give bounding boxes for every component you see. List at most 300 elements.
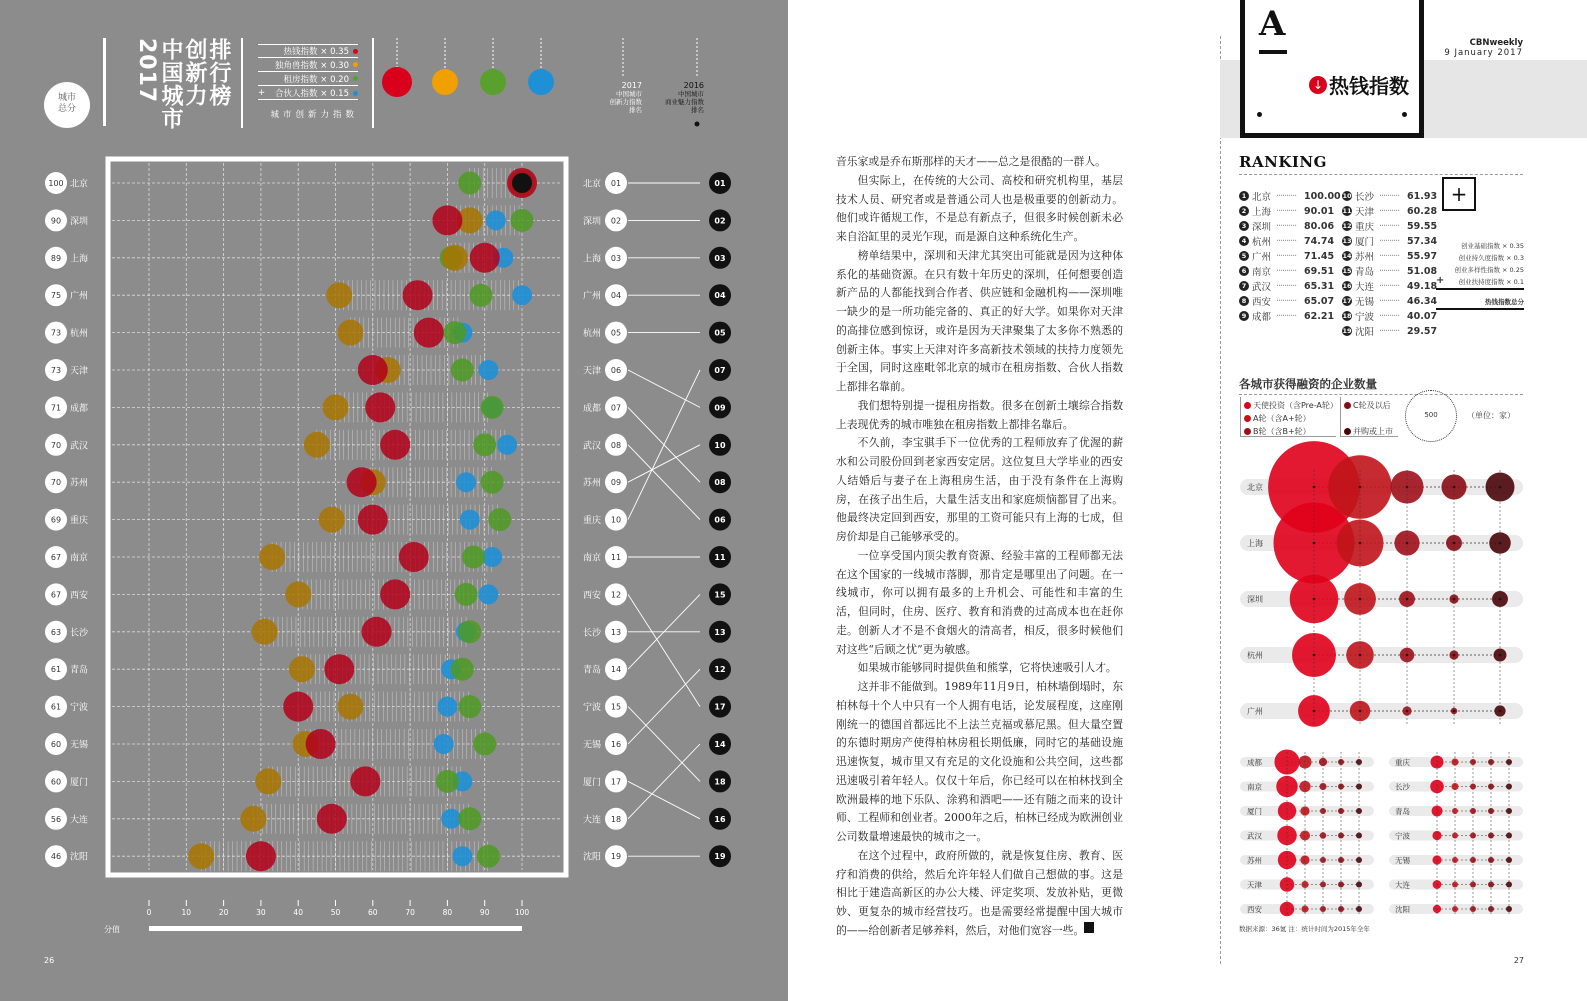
tick-label: 70: [405, 908, 415, 917]
rank2017-city: 武汉: [582, 441, 601, 452]
h2017-l2: 创新力指数: [609, 98, 642, 106]
h2016-l2: 商业魅力指数: [665, 98, 704, 106]
dot-blue: [478, 584, 498, 604]
rank-number: 10: [1342, 192, 1352, 200]
dot-green: [458, 172, 481, 195]
formula-label: 独角兽指数 × 0.30: [275, 60, 349, 71]
score-value: 69: [50, 515, 62, 525]
h2016-year: 2016: [683, 81, 704, 90]
scale-circle: 500: [1405, 390, 1457, 442]
funding-bubble: [1300, 806, 1309, 815]
legend-circle: [480, 69, 506, 95]
dot-red: [283, 692, 313, 722]
formula-label: 热钱指数 × 0.35: [283, 47, 349, 57]
dot-green: [443, 321, 466, 344]
rank2016-value: 01: [714, 179, 726, 188]
funding-city: 成都: [1247, 758, 1262, 767]
dot-green: [477, 845, 500, 868]
article-para: 音乐家或是乔布斯那样的天才——总之是很酷的一群人。: [836, 155, 1106, 168]
right-page: [788, 0, 1587, 1001]
rank2016-value: 18: [714, 777, 726, 787]
dot-red: [350, 766, 380, 796]
formula-label: 租房指数 × 0.20: [283, 74, 349, 85]
dot-blue: [478, 360, 498, 380]
score-value: 67: [50, 590, 62, 600]
rank-city: 武汉: [1252, 282, 1272, 293]
funding-bubble: [1300, 830, 1310, 840]
badge-line-1: 城市: [57, 93, 76, 103]
dot-blue: [512, 285, 532, 305]
title-col-3: 中国城市: [158, 38, 183, 130]
rank-connector: [628, 445, 700, 482]
rank-leader: ··········: [1379, 235, 1400, 247]
rank2016-value: 03: [714, 253, 726, 263]
score-value: 71: [50, 403, 62, 413]
score-value: 63: [50, 627, 62, 637]
article-para: 在这个过程中，政府所做的，就是恢复住房、教育、医疗和消费的供给，然后允许年轻人们做自己想做的事。这是相比于建造高新区的办公大楼、评定奖项、发放补贴，更微妙、更复杂的城市经营技巧。也是需要经常提醒中国大城市的——给创新者足够养料，然后，对他们宽容一些。: [836, 848, 1123, 937]
funding-row-band: [1240, 703, 1523, 719]
rank-city: 大连: [1355, 282, 1375, 293]
rank2016-value: 08: [714, 478, 726, 488]
rank-leader: ··········: [1276, 280, 1297, 292]
score-value: 75: [50, 291, 62, 301]
article-para: 一位享受国内顶尖教育资源、经验丰富的工程师都无法在这个国家的一线城市落脚，那肯定是哪里出了问题。在一线城市，你可以拥有最多的上升机会、可能性和丰富的生活，但同时，住房、医疗、教育和消费的过高成本也在赶你走。创新人才不是不食烟火的清高者，相反，很多时候他们对这些“后顾之忧”更为敏感。: [836, 548, 1123, 656]
rank-number: 16: [1342, 282, 1352, 290]
score-value: 61: [50, 702, 62, 712]
rank-city: 北京: [1252, 192, 1272, 203]
legend-label: 天使投资（含Pre-A轮）: [1253, 401, 1338, 410]
score-value: 89: [50, 253, 62, 263]
rank-city: 南京: [1252, 267, 1272, 278]
funding-row-band: [1240, 591, 1523, 607]
tick-label: 60: [368, 908, 378, 917]
dot-green: [481, 396, 504, 419]
tick-label: 30: [256, 908, 266, 917]
legend-label: A轮（含A+轮）: [1253, 414, 1311, 423]
rank2017-value: 05: [610, 328, 622, 338]
dot-green: [481, 471, 504, 494]
dot-orange: [323, 394, 349, 420]
rank2017-city: 北京: [582, 179, 601, 190]
rank2016-value: 14: [714, 740, 726, 749]
dot-red: [317, 804, 347, 834]
page-number-right: 27: [1513, 956, 1524, 965]
funding-city: 沈阳: [1395, 905, 1410, 914]
city-label: 西安: [70, 590, 89, 601]
plus-box: +: [1442, 177, 1476, 211]
funding-city: 西安: [1247, 905, 1262, 914]
city-label: 无锡: [70, 740, 89, 751]
dot-green: [469, 284, 492, 307]
city-label: 北京: [70, 179, 89, 190]
funding-city: 武汉: [1247, 831, 1262, 841]
dot-orange: [240, 806, 266, 832]
rank2016-value: 15: [714, 590, 726, 600]
rank-value: 40.07: [1407, 310, 1438, 322]
rank2016-value: 19: [714, 852, 726, 862]
rank-value: 49.18: [1407, 280, 1438, 292]
dot-green: [455, 583, 478, 606]
badge-line-2: 总分: [57, 104, 76, 114]
city-label: 深圳: [70, 216, 89, 227]
city-label: 重庆: [70, 516, 89, 527]
weights-plus: +: [1436, 275, 1445, 286]
rank2017-city: 西安: [582, 590, 601, 601]
rank-dot-icon: [695, 122, 700, 127]
legend-label: B轮（含B+轮）: [1253, 427, 1311, 436]
funding-city: 杭州: [1247, 651, 1263, 660]
rank-leader: ··········: [1379, 310, 1400, 322]
rank2017-value: 19: [610, 852, 622, 862]
rank-city: 宁波: [1355, 312, 1375, 323]
funding-title: 各城市获得融资的企业数量: [1239, 377, 1377, 391]
tick-label: 90: [479, 908, 490, 917]
scale-unit: （单位：家）: [1467, 411, 1515, 420]
score-value: 90: [50, 216, 62, 226]
rank-leader: ··········: [1379, 250, 1400, 262]
funding-city: 南京: [1247, 782, 1262, 792]
rank2017-value: 09: [610, 478, 622, 488]
tick-label: 0: [146, 908, 152, 917]
rank-connector: [628, 707, 700, 782]
dot-orange: [252, 619, 278, 645]
issue-date: 9 January 2017: [1444, 48, 1523, 58]
dot-red: [432, 205, 462, 235]
ranking-title: RANKING: [1239, 153, 1327, 171]
h2016-l1: 中国城市: [678, 90, 704, 98]
dot-red: [365, 392, 395, 422]
score-value: 70: [50, 440, 62, 450]
funding-city: 重庆: [1395, 758, 1410, 767]
dot-red: [399, 542, 429, 572]
dot-orange: [337, 320, 363, 346]
rank2017-city: 无锡: [582, 740, 601, 751]
rank2017-value: 15: [610, 702, 622, 712]
funding-city: 广州: [1247, 707, 1263, 716]
rank-connector: [628, 594, 700, 706]
rank-leader: ··········: [1379, 265, 1400, 277]
rank2017-city: 厦门: [582, 777, 601, 788]
formula-plus: +: [258, 87, 266, 98]
rank-value: 80.06: [1304, 220, 1335, 232]
rank-city: 无锡: [1355, 297, 1375, 308]
rank-value: 61.93: [1407, 190, 1438, 202]
rank2017-value: 10: [610, 515, 622, 525]
dot-blue: [456, 472, 476, 492]
rank2017-value: 14: [610, 665, 622, 675]
rank-value: 71.45: [1304, 250, 1335, 262]
tick-label: 80: [442, 908, 453, 917]
section-title: 热钱指数: [1329, 74, 1409, 98]
rank2017-value: 08: [610, 440, 622, 450]
h2017-year: 2017: [621, 81, 642, 90]
city-label: 杭州: [70, 329, 89, 340]
tick-label: 20: [218, 908, 229, 917]
rank2016-value: 12: [714, 665, 726, 675]
score-value: 46: [50, 852, 62, 862]
rank2016-value: 17: [714, 702, 726, 712]
rank2016-value: 02: [714, 216, 726, 226]
dot-red: [414, 318, 444, 348]
rank-connector: [628, 744, 700, 819]
city-label: 苏州: [70, 478, 89, 489]
rank-city: 西安: [1252, 297, 1272, 308]
h2017-l3: 排名: [629, 106, 642, 114]
rank2017-value: 03: [610, 253, 622, 263]
legend-circle: [528, 69, 554, 95]
rank-leader: ··········: [1276, 220, 1297, 232]
rank-number: 8: [1239, 296, 1249, 306]
score-value: 73: [50, 366, 62, 375]
funding-chart: [788, 0, 1587, 1001]
dot-green: [488, 508, 511, 531]
rank-number: 13: [1342, 237, 1352, 245]
score-value: 61: [50, 665, 62, 675]
rank-city: 成都: [1252, 312, 1272, 323]
rank2016-value: 11: [714, 553, 726, 562]
rank-value: 59.55: [1407, 220, 1438, 232]
page-number-left: 26: [44, 956, 55, 965]
city-label: 南京: [70, 553, 89, 564]
rank2017-value: 06: [610, 366, 622, 375]
dot-orange: [337, 694, 363, 720]
score-value: 60: [50, 740, 62, 749]
dot-blue: [452, 846, 472, 866]
h2016-l3: 排名: [691, 106, 704, 114]
dot-red: [347, 467, 377, 497]
rank-leader: ··········: [1276, 235, 1297, 247]
city-label: 武汉: [70, 441, 89, 452]
rank-city: 重庆: [1355, 222, 1375, 233]
rank-value: 90.01: [1304, 205, 1335, 217]
legend-label: 并购或上市: [1353, 427, 1393, 436]
rank-leader: ··········: [1276, 205, 1297, 217]
legend-circle: [382, 67, 412, 97]
dot-orange: [289, 656, 315, 682]
rank-value: 46.34: [1407, 295, 1438, 307]
rank2017-value: 17: [610, 777, 622, 787]
title-col-2: 创新力: [182, 38, 207, 107]
rank-leader: ··········: [1379, 220, 1400, 232]
dot-orange: [188, 843, 214, 869]
funding-bubble: [1432, 806, 1443, 817]
rank-number: 11: [1342, 207, 1352, 215]
tick-label: 40: [293, 908, 303, 917]
rank-leader: ··········: [1276, 190, 1297, 202]
dot-green: [451, 359, 474, 382]
rank-leader: ··········: [1379, 190, 1400, 202]
rank2017-value: 12: [610, 590, 622, 600]
city-label: 大连: [70, 815, 89, 826]
rank2017-city: 深圳: [582, 216, 601, 227]
dot-green: [458, 620, 481, 643]
legend-circle: [432, 69, 458, 95]
rank2017-value: 04: [610, 291, 622, 301]
rank-connector: [628, 370, 700, 407]
rank-number: 12: [1342, 222, 1352, 230]
rank2016-value: 06: [714, 515, 726, 525]
city-label: 长沙: [70, 628, 89, 639]
rank-leader: ··········: [1276, 250, 1297, 262]
rank-value: 65.31: [1304, 280, 1335, 292]
rank2017-city: 宁波: [582, 703, 601, 714]
dot-red: [380, 430, 410, 460]
article-para: 但实际上，在传统的大公司、高校和研究机构里，基层技术人员、研究者或是普通公司人也是极重要的创新动力。他们或许循规工作，不是总有新点子，但很多时候创新未必来自浴缸里的灵光乍现，而是源自这种系统化生产。: [836, 173, 1123, 243]
dot-green: [462, 546, 485, 569]
article-para: 这并非不能做到。1989年11月9日，柏林墙倒塌时，东柏林每十个人中只有一个人拥有电话，论发展程度，这座刚刚统一的德国首都远比不上法兰克福或慕尼黑。但大量空置的东德时期房产使得柏林房租长期低廉，同时它的基础设施迅速恢复，城市里又有充足的文化设施和公共空间，这些都迅速吸引着年轻人。仅仅十年后，你已经可以在柏林找到全欧洲最棒的地下乐队、涂鸦和酒吧——还有随之而来的设计师、工程师和创业者。2000年之后，柏林已经成为欧洲创业公司数量增速最快的城市之一。: [836, 680, 1123, 843]
rank2017-value: 07: [610, 403, 622, 413]
dot-blue: [460, 510, 480, 530]
rank-number: 14: [1342, 252, 1352, 260]
rank-leader: ··········: [1379, 325, 1400, 337]
rank-city: 长沙: [1355, 192, 1375, 203]
rank2017-city: 沈阳: [582, 852, 601, 863]
score-value: 60: [50, 777, 62, 787]
rank2017-value: 13: [610, 627, 622, 637]
rank2017-city: 成都: [582, 403, 601, 414]
rank-city: 天津: [1355, 207, 1375, 218]
city-label: 广州: [70, 291, 89, 302]
rank-number: 9: [1239, 311, 1249, 321]
dot-green: [458, 807, 481, 830]
tick-label: 100: [514, 908, 530, 917]
city-label: 宁波: [70, 703, 89, 714]
dot-orange: [255, 768, 281, 794]
dot-green: [451, 658, 474, 681]
funding-city: 长沙: [1395, 782, 1410, 792]
funding-row-band: [1240, 647, 1523, 663]
article-para: 我们想特别提一提租房指数。很多在创新土壤综合指数上表现优秀的城市唯独在租房指数上都排名靠后。: [836, 398, 1123, 431]
rank-city: 广州: [1252, 252, 1272, 263]
funding-city: 宁波: [1395, 831, 1410, 841]
score-value: 73: [50, 328, 62, 338]
rank-value: 60.28: [1407, 205, 1438, 217]
h2017-l1: 中国城市: [616, 90, 642, 98]
rank-connector: [628, 669, 700, 744]
axis-bar: [149, 926, 522, 931]
rank2017-city: 上海: [582, 254, 601, 265]
funding-city: 苏州: [1247, 856, 1262, 865]
rank-city: 杭州: [1252, 237, 1272, 248]
rank-value: 100.00: [1304, 190, 1341, 202]
rank2017-city: 重庆: [582, 516, 601, 527]
dot-orange: [259, 544, 285, 570]
dot-red: [324, 654, 354, 684]
rank-city: 厦门: [1355, 237, 1375, 248]
formula-label: 合伙人指数 × 0.15: [275, 88, 349, 99]
city-label: 天津: [70, 366, 89, 377]
rank-leader: ··········: [1379, 280, 1400, 292]
funding-bubble: [1299, 781, 1310, 792]
rank2016-value: 07: [714, 366, 726, 375]
city-label: 上海: [70, 254, 89, 265]
rank2017-value: 01: [610, 179, 622, 188]
title-col-1: 排行榜: [206, 38, 231, 107]
rank-value: 74.74: [1304, 235, 1335, 247]
rank2016-value: 10: [714, 440, 726, 450]
rank-number: 3: [1239, 221, 1249, 231]
dot-blue: [482, 547, 502, 567]
city-label: 沈阳: [70, 852, 89, 863]
brand: CBNweekly: [1469, 38, 1523, 48]
rank2017-city: 天津: [582, 366, 601, 377]
city-label: 厦门: [70, 777, 89, 788]
rank-number: 6: [1239, 266, 1249, 276]
funding-city: 无锡: [1395, 856, 1410, 865]
rank2017-city: 长沙: [582, 628, 601, 639]
rank2016-value: 09: [714, 403, 726, 413]
dot-red: [246, 841, 276, 871]
axis-label: 分值: [104, 925, 120, 934]
rank-number: 15: [1342, 267, 1352, 275]
rank-value: 65.07: [1304, 295, 1335, 307]
funding-city: 深圳: [1247, 595, 1263, 604]
legend-label: C轮及以后: [1353, 401, 1391, 410]
rank-number: 7: [1239, 281, 1249, 291]
dot-red: [358, 505, 388, 535]
score-value: 100: [48, 179, 64, 188]
rank-city: 苏州: [1355, 252, 1375, 263]
rank-number: 17: [1342, 297, 1352, 305]
rank-city: 上海: [1252, 207, 1272, 218]
funding-city: 厦门: [1247, 807, 1262, 816]
dot-blue: [434, 734, 454, 754]
city-label: 成都: [70, 403, 89, 414]
rank-value: 29.57: [1407, 325, 1438, 337]
rank-value: 69.51: [1304, 265, 1335, 277]
rank-number: 19: [1342, 327, 1352, 335]
dot-blue: [437, 697, 457, 717]
rank-number: 4: [1239, 236, 1249, 246]
rank2016-value: 13: [714, 627, 726, 637]
rank2017-city: 苏州: [582, 478, 601, 489]
rank2017-value: 02: [610, 216, 622, 226]
rank-value: 55.97: [1407, 250, 1438, 262]
section-letter: A: [1259, 4, 1286, 44]
article-para: 不久前，李宝骐手下一位优秀的工程师放弃了优渥的薪水和公司股份回到老家西安定居。这位复旦大学毕业的西安人结婚后与妻子在上海租房生活，由于没有条件在上海购房，在孩子出生后，大量生活支出和家庭烦恼都冒了出来。他最终决定回到西安，那里的工资可能只有上海的七成，但房价却是自己能够承受的。: [836, 436, 1123, 543]
rank-number: 5: [1239, 251, 1249, 261]
dot-green: [436, 770, 459, 793]
rank-value: 51.08: [1407, 265, 1438, 277]
rank2017-value: 16: [610, 740, 622, 749]
funding-city: 上海: [1247, 539, 1263, 548]
funding-city: 北京: [1247, 483, 1263, 492]
funding-city: 天津: [1247, 880, 1262, 890]
weight-item: 创业基础指数 × 0.35: [1460, 242, 1524, 250]
title-col-4: 2017: [134, 38, 159, 104]
rank-connector: [628, 445, 700, 520]
funding-city: 青岛: [1395, 807, 1410, 816]
tick-label: 50: [330, 908, 341, 917]
rank2017-city: 大连: [582, 815, 601, 826]
innovation-chart: [0, 0, 788, 1001]
dot-orange: [304, 432, 330, 458]
score-value: 70: [50, 478, 62, 488]
rank-leader: ··········: [1276, 310, 1297, 322]
dot-red: [403, 280, 433, 310]
rank2016-value: 05: [714, 328, 726, 338]
rank-connector: [628, 370, 700, 520]
dot-orange: [319, 507, 345, 533]
rank-leader: ··········: [1276, 265, 1297, 277]
rank2017-city: 广州: [582, 291, 601, 302]
dot-orange: [285, 581, 311, 607]
rank-leader: ··········: [1379, 295, 1400, 307]
article-para: 如果城市能够同时提供鱼和熊掌，它将快速吸引人才。: [857, 661, 1117, 675]
source-note: 数据来源：36氪 注：统计时间为2015年全年: [1239, 925, 1370, 933]
dot-blue: [486, 210, 506, 230]
rank-leader: ··········: [1379, 205, 1400, 217]
